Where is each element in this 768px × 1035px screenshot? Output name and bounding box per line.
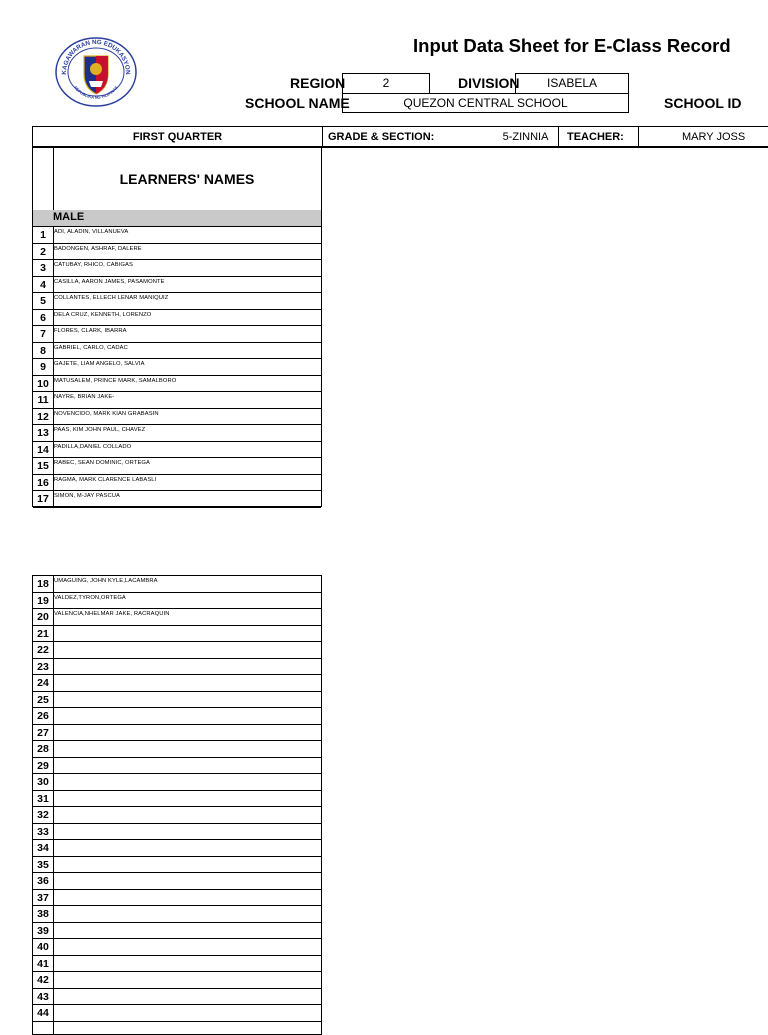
learner-name-cell[interactable]: MATUSALEM, PRINCE MARK, SAMALBORO (54, 377, 177, 384)
learner-name-cell[interactable]: COLLANTES, ELLECH LENAR MANIQUIZ (54, 295, 169, 301)
learners-names-header: LEARNERS' NAMES (53, 148, 321, 211)
table-row[interactable] (33, 326, 321, 343)
table-row[interactable] (33, 609, 321, 626)
table-row[interactable] (33, 791, 321, 808)
row-number: 36 (37, 875, 49, 887)
row-number: 29 (37, 759, 49, 772)
table-row[interactable] (33, 824, 321, 841)
table-row[interactable] (33, 425, 321, 442)
row-number: 11 (37, 394, 49, 406)
table-row[interactable] (33, 491, 321, 508)
table-row[interactable] (33, 359, 321, 376)
row-number: 42 (37, 974, 49, 986)
learner-name-cell[interactable]: PAAS, KIM JOHN PAUL, CHAVEZ (54, 427, 146, 433)
row-number: 1 (40, 229, 46, 241)
table-row[interactable] (33, 939, 321, 956)
school-name-label: SCHOOL NAME (245, 95, 350, 111)
learner-name-cell[interactable]: ADI, ALADIN, VILLANUEVA (54, 229, 129, 235)
row-number: 15 (37, 460, 49, 472)
row-number: 39 (37, 924, 49, 937)
row-number: 32 (37, 809, 49, 821)
seal-ring-text-top: KAGAWARAN NG EDUKASYON (60, 38, 132, 75)
row-number: 13 (37, 427, 49, 439)
table-row[interactable] (33, 260, 321, 277)
row-number: 2 (40, 245, 46, 258)
row-number: 31 (37, 792, 49, 805)
table-row[interactable] (33, 227, 321, 244)
learner-name-cell[interactable]: VALENCIA,NHELMAR JAKE, RACRAQUIN (54, 611, 170, 617)
table-row[interactable] (33, 376, 321, 393)
row-number: 33 (37, 825, 49, 838)
learner-name-cell[interactable]: GAJETE, LIAM ANGELO, SALVIA (54, 361, 145, 367)
table-row[interactable] (33, 244, 321, 261)
table-row[interactable] (33, 890, 321, 907)
table-row[interactable] (33, 475, 321, 492)
division-label: DIVISION (458, 75, 520, 91)
row-number: 26 (37, 710, 49, 722)
learner-name-cell[interactable]: NOVENCIDO, MARK KIAN GRABASIN (54, 410, 159, 417)
table-row[interactable] (33, 725, 321, 742)
table-row[interactable] (33, 708, 321, 725)
row-number: 20 (37, 611, 49, 623)
row-number: 8 (40, 344, 46, 357)
deped-seal-icon (54, 36, 138, 108)
row-number: 41 (37, 957, 49, 970)
table-row[interactable] (33, 741, 321, 758)
row-number: 28 (37, 743, 49, 755)
table-row[interactable] (33, 626, 321, 643)
table-row[interactable] (33, 923, 321, 940)
learner-name-cell[interactable]: NAYRE, BRIAN JAKE- (54, 394, 115, 400)
table-row[interactable] (33, 906, 321, 923)
school-name-field[interactable]: QUEZON CENTRAL SCHOOL (342, 93, 629, 113)
row-number: 25 (37, 693, 49, 706)
table-row[interactable] (33, 758, 321, 775)
seal-ring-text-bottom: REPUBLIKA NG PILIPINAS (73, 85, 119, 100)
division-field[interactable]: ISABELA (515, 73, 629, 94)
table-row[interactable] (33, 659, 321, 676)
row-number: 6 (40, 311, 46, 324)
learner-name-cell[interactable]: CASILLA, AARON JAMES, PASAMONTE (54, 278, 165, 285)
quarter-label: FIRST QUARTER (132, 131, 223, 143)
table-row[interactable] (33, 692, 321, 709)
male-group-label: MALE (53, 211, 85, 223)
table-row[interactable] (33, 642, 321, 659)
table-row[interactable] (33, 675, 321, 692)
row-number: 40 (37, 941, 49, 953)
learner-name-cell[interactable]: UMAGUING, JOHN KYLE,LACAMBRA (54, 578, 158, 584)
table-row[interactable] (33, 458, 321, 475)
table-row[interactable] (33, 593, 321, 610)
row-number: 37 (37, 891, 49, 904)
table-row[interactable] (33, 1005, 321, 1022)
teacher-label: TEACHER: (567, 131, 624, 143)
learner-name-cell[interactable]: DELA CRUZ, KENNETH, LORENZO (54, 311, 152, 318)
table-row[interactable] (33, 293, 321, 310)
learner-name-cell[interactable]: GABRIEL, CARLO, CADAC (54, 344, 128, 351)
learner-name-cell[interactable]: VALDEZ,TYRON,ORTEGA (54, 594, 126, 601)
region-field[interactable]: 2 (342, 73, 430, 94)
learner-name-cell[interactable]: RABEC, SEAN DOMINIC, ORTEGA (54, 460, 151, 466)
row-number: 4 (40, 278, 46, 291)
table-row[interactable] (33, 576, 321, 593)
row-number: 43 (37, 990, 49, 1003)
table-row[interactable] (33, 774, 321, 791)
teacher-value[interactable]: MARY JOSS (682, 131, 746, 143)
row-number: 34 (37, 842, 49, 854)
row-number: 10 (37, 377, 49, 390)
male-group-header (33, 210, 321, 227)
learner-name-cell[interactable]: BADONGEN, ASHRAF, DALERE (54, 245, 142, 252)
row-number: 35 (37, 858, 49, 871)
table-row[interactable] (33, 343, 321, 360)
learner-name-cell[interactable]: CATUBAY, RHICO, CABIGAS (54, 262, 133, 268)
table-row[interactable] (33, 840, 321, 857)
page-title: Input Data Sheet for E-Class Record (413, 35, 731, 56)
learner-name-cell[interactable]: RAGMA, MARK CLARENCE LABASLI (54, 476, 157, 483)
row-number: 19 (37, 594, 49, 607)
info-bar (32, 126, 768, 148)
row-number: 38 (37, 908, 49, 920)
row-number: 18 (37, 578, 49, 590)
school-id-label: SCHOOL ID (664, 95, 742, 111)
table-row[interactable] (33, 956, 321, 973)
row-number: 5 (40, 295, 46, 307)
grade-section-label: GRADE & SECTION: (328, 131, 435, 143)
row-number: 12 (37, 410, 49, 423)
table-row[interactable] (33, 277, 321, 294)
row-number: 44 (37, 1007, 49, 1019)
table-row[interactable] (33, 392, 321, 409)
table-row[interactable] (33, 873, 321, 890)
learner-name-cell[interactable]: PADILLA,DANIEL COLLADO (54, 443, 132, 450)
row-number: 17 (37, 493, 49, 505)
table-row[interactable] (33, 310, 321, 327)
row-number: 9 (40, 361, 46, 373)
learners-table-part1 (32, 147, 322, 507)
learner-name-cell[interactable]: FLORES, CLARK, IBARRA (54, 328, 127, 334)
table-row[interactable] (33, 989, 321, 1006)
row-number: 7 (40, 328, 46, 340)
row-number: 16 (37, 476, 49, 489)
table-row[interactable] (33, 409, 321, 426)
row-number: 22 (37, 644, 49, 656)
row-number: 27 (37, 726, 49, 739)
row-number: 24 (37, 677, 49, 689)
learner-name-cell[interactable]: SIMON, M-JAY PASCUA (54, 493, 120, 499)
region-label: REGION (290, 75, 346, 91)
grade-section-value[interactable]: 5-ZINNIA (502, 131, 549, 143)
row-number: 21 (37, 627, 49, 640)
row-number: 23 (37, 660, 49, 673)
table-row[interactable] (33, 807, 321, 824)
table-row[interactable] (33, 442, 321, 459)
row-number: 30 (37, 776, 49, 788)
learners-table-part2 (32, 575, 322, 1035)
table-row[interactable] (33, 972, 321, 989)
row-number: 14 (37, 443, 49, 456)
row-number: 3 (40, 262, 46, 274)
table-row[interactable] (33, 857, 321, 874)
